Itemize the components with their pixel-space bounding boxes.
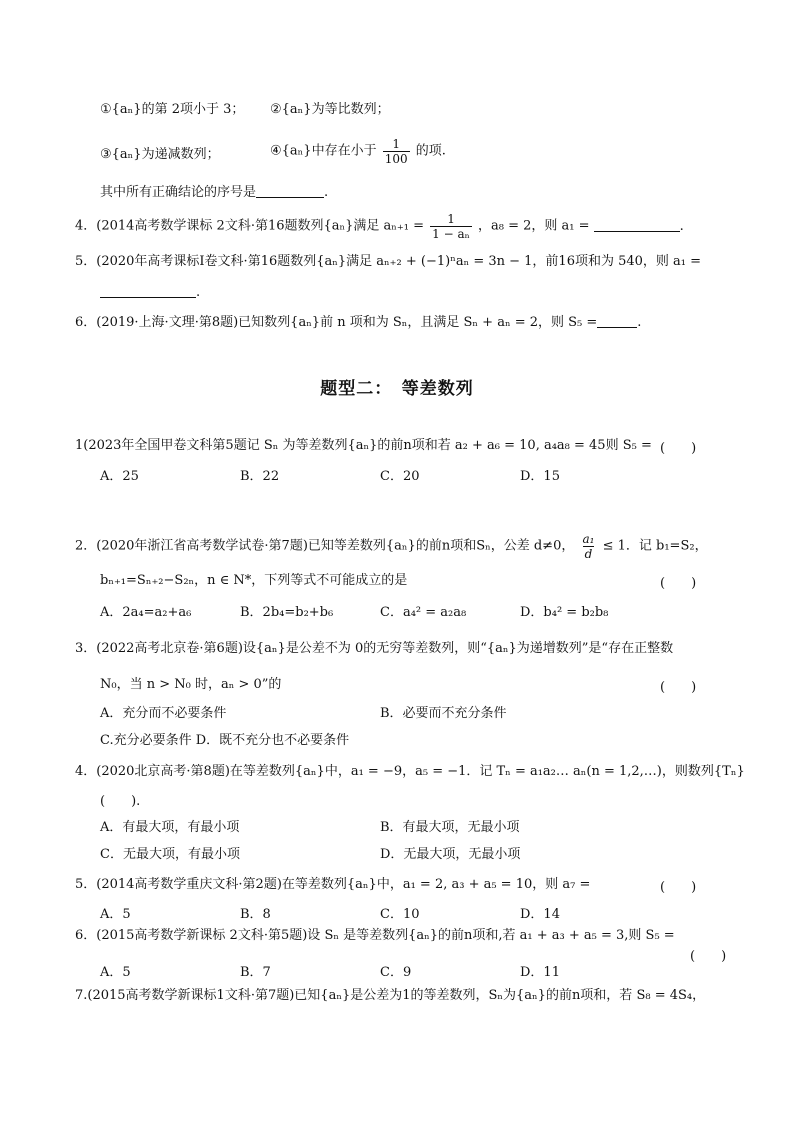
question-6-option-c[interactable]: C．9: [380, 965, 412, 980]
question-1-option-d[interactable]: D．15: [520, 469, 560, 484]
question-5-option-c[interactable]: C．10: [380, 907, 420, 922]
conclusion-ask: 其中所有正确结论的序号是 .: [100, 185, 329, 200]
question-5-option-d[interactable]: D．14: [520, 907, 560, 922]
question-3-stem: 3．(2022高考北京卷·第6题)设{aₙ}是公差不为 0的无穷等差数列，则“{aₙ}为递增数列”是“存在正整数: [75, 641, 674, 656]
conclusion-1: ①{aₙ}的第 2项小于 3；: [100, 102, 245, 117]
question-2-option-c[interactable]: C．a₄² = a₂a₈: [380, 605, 467, 620]
fraction-1-100: $\frac{1}{100}$: [384, 137, 408, 166]
fraction-a1-over-d: $\frac{\text{a₁}}{d}$: [582, 532, 595, 561]
question-1-option-b[interactable]: B．22: [240, 469, 280, 484]
question-5-stem: 5．(2014高考数学重庆文科·第2题)在等差数列{aₙ}中，a₁ = 2, a₃ + a₅ = 10，则 a₇ =: [75, 877, 591, 892]
question-4-option-c[interactable]: C．无最大项，有最小项: [100, 847, 240, 862]
question-5-option-b[interactable]: B．8: [240, 907, 271, 922]
question-4-option-d[interactable]: D．无最大项，无最小项: [380, 847, 521, 862]
question-6-option-a[interactable]: A．5: [100, 965, 131, 980]
conclusion-4: ④{aₙ}中存在小于 $\frac{1}{100}$ 的项.: [270, 137, 446, 166]
question-1-answer-paren[interactable]: ( ): [660, 441, 697, 456]
question-4-stem: 4．(2020北京高考·第8题)在等差数列{aₙ}中，a₁ = −9，a₅ = −1．记 Tₙ = a₁a₂… aₙ(n = 1,2,…)，则数列{Tₙ}: [75, 764, 745, 779]
question-3-answer-paren[interactable]: ( ): [660, 680, 697, 695]
question-6-stem: 6．(2015高考数学新课标 2文科·第5题)设 Sₙ 是等差数列{aₙ}的前n项和,若 a₁ + a₃ + a₅ = 3,则 S₅ =: [75, 928, 675, 943]
question-6-option-d[interactable]: D．11: [520, 965, 560, 980]
question-4-option-b[interactable]: B．有最大项，无最小项: [380, 820, 520, 835]
question-3-option-cd[interactable]: C.充分必要条件 D．既不充分也不必要条件: [100, 733, 350, 748]
question-2-stem-cont: bₙ₊₁=Sₙ₊₂−S₂ₙ，n ∈ N*，下列等式不可能成立的是: [100, 573, 408, 588]
answer-blank[interactable]: [597, 313, 637, 328]
question-1-stem: 1(2023年全国甲卷文科第5题记 Sₙ 为等差数列{aₙ}的前n项和若 a₂ + a₆ = 10, a₄a₈ = 45则 S₅ =: [75, 438, 652, 453]
question-5-option-a[interactable]: A．5: [100, 907, 131, 922]
question-2-stem: 2．(2020年浙江省高考数学试卷·第7题)已知等差数列{aₙ}的前n项和Sₙ，公差 d≠0， $\frac{\text{a₁}}{d}$ ≤ 1．记 b₁=S₂，: [75, 532, 708, 561]
answer-blank[interactable]: [594, 217, 680, 232]
question-6-option-b[interactable]: B．7: [240, 965, 271, 980]
prev-question-6: 6．(2019·上海·文理·第8题)已知数列{aₙ}前 n 项和为 Sₙ，且满足 Sₙ + aₙ = 2，则 S₅ = .: [75, 315, 642, 330]
conclusion-3: ③{aₙ}为递减数列；: [100, 147, 220, 162]
question-2-option-d[interactable]: D．b₄² = b₂b₈: [520, 605, 609, 620]
question-6-answer-paren[interactable]: ( ): [690, 949, 727, 964]
section-title: 题型二： 等差数列: [320, 379, 474, 399]
question-2-option-b[interactable]: B．2b₄=b₂+b₆: [240, 605, 334, 620]
question-4-answer-paren[interactable]: ( ).: [100, 794, 141, 809]
question-3-option-b[interactable]: B．必要而不充分条件: [380, 706, 507, 721]
prev-question-5-blank: .: [100, 283, 200, 302]
question-2-option-a[interactable]: A．2a₄=a₂+a₆: [100, 605, 192, 620]
question-2-answer-paren[interactable]: ( ): [660, 576, 697, 591]
answer-blank[interactable]: [100, 283, 196, 298]
question-3-option-a[interactable]: A．充分而不必要条件: [100, 706, 227, 721]
answer-blank[interactable]: [256, 183, 324, 198]
question-1-option-c[interactable]: C．20: [380, 469, 420, 484]
prev-question-4: 4．(2014高考数学课标 2文科·第16题数列{aₙ}满足 aₙ₊₁ = $\frac{1}{\text{1 − aₙ}}$ ，a₈ = 2，则 a₁ = .: [75, 212, 684, 241]
fraction-q4: $\frac{1}{\text{1 − aₙ}}$: [432, 212, 470, 241]
question-4-option-a[interactable]: A．有最大项，有最小项: [100, 820, 240, 835]
question-3-stem-cont: N₀，当 n > N₀ 时，aₙ > 0”的: [100, 677, 282, 692]
prev-question-5: 5．(2020年高考课标Ⅰ卷文科·第16题数列{aₙ}满足 aₙ₊₂ + (−1)ⁿaₙ = 3n − 1，前16项和为 540，则 a₁ =: [75, 254, 702, 269]
question-7-stem: 7.(2015高考数学新课标1文科·第7题)已知{aₙ}是公差为1的等差数列，Sₙ为{aₙ}的前n项和，若 S₈ = 4S₄，: [75, 988, 706, 1003]
conclusion-2: ②{aₙ}为等比数列；: [270, 102, 390, 117]
question-1-option-a[interactable]: A．25: [100, 469, 139, 484]
question-5-answer-paren[interactable]: ( ): [660, 880, 697, 895]
